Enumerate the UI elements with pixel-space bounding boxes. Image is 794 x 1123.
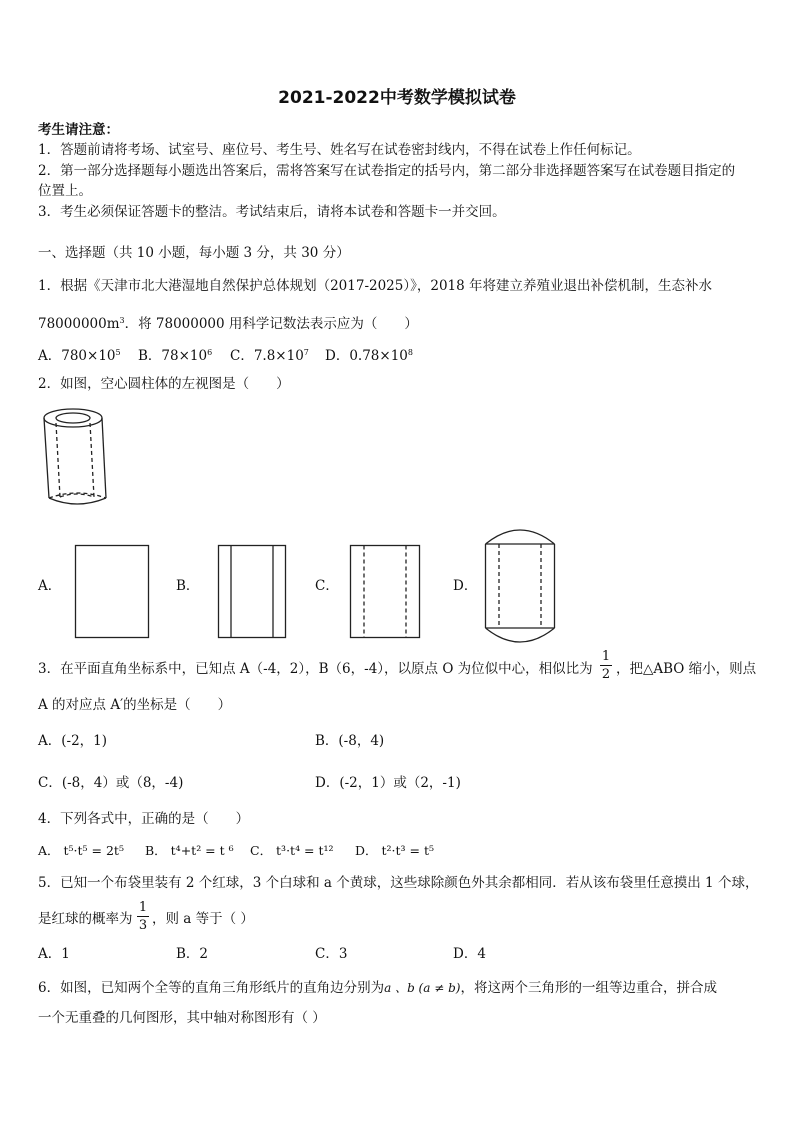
option-b: B． xyxy=(176,578,200,594)
question-2-stem: 2．如图，空心圆柱体的左视图是（ ） xyxy=(38,376,290,392)
notice-heading: 考生请注意： xyxy=(38,122,119,138)
notice-item: 位置上。 xyxy=(38,183,92,199)
option-a: A．(-2，1) xyxy=(38,733,108,749)
option-d: D．(-2，1）或（2，-1) xyxy=(315,775,461,791)
option-d: D． xyxy=(453,578,478,594)
option-d: D． t²·t³ = t⁵ xyxy=(355,843,434,858)
option-c: C．(-8，4）或（8，-4) xyxy=(38,775,184,791)
question-6-line1: 6．如图，已知两个全等的直角三角形纸片的直角边分别为a 、b (a ≠ b)，将这两个三角形的一组等边重合，拼合成 xyxy=(38,980,717,996)
question-1-line1: 1．根据《天津市北大港湿地自然保护总体规划（2017-2025）》，2018 年将建立养殖业退出补偿机制，生态补水 xyxy=(38,278,713,294)
notice-item: 1．答题前请将考场、试室号、座位号、考生号、姓名写在试卷密封线内，不得在试卷上作任何标记。 xyxy=(38,142,641,158)
section-heading: 一、选择题（共 10 小题，每小题 3 分，共 30 分） xyxy=(38,245,350,261)
option-b: B．2 xyxy=(176,946,209,962)
option-d: D．4 xyxy=(453,946,486,962)
option-a-figure xyxy=(75,545,150,640)
option-b: B． t⁴+t² = t ⁶ xyxy=(145,843,234,858)
question-5-line2-start: 是红球的概率为 xyxy=(38,911,133,927)
option-c: C． xyxy=(315,578,339,594)
option-a: A．$780\times 10^5$ xyxy=(38,348,121,364)
option-a: A． t⁵·t⁵ = 2t⁵ xyxy=(38,843,124,858)
option-c: C．3 xyxy=(315,946,348,962)
option-a: A．1 xyxy=(38,946,70,962)
option-c: C．$7.8\times 10^7$ xyxy=(230,348,309,364)
option-d: D．$0.78\times 10^8$ xyxy=(325,348,413,364)
question-3-line2: A 的对应点 A′的坐标是（ ） xyxy=(38,697,232,713)
hollow-cylinder-figure xyxy=(40,405,110,510)
question-5-line1: 5．已知一个布袋里装有 2 个红球，3 个白球和 a 个黄球，这些球除颜色外其余都相同．若从该布袋里任意摸出 1 个球， xyxy=(38,875,759,891)
question-3-line1-end: ，把△ABO 缩小，则点 xyxy=(616,661,757,677)
question-6-line2: 一个无重叠的几何图形，其中轴对称图形有（ ） xyxy=(38,1010,326,1026)
option-b: B．(-8，4) xyxy=(315,733,385,749)
page-title: 2021-2022中考数学模拟试卷 xyxy=(278,88,516,108)
question-5-line2-end: ，则 a 等于（ ） xyxy=(152,911,254,927)
option-a: A． xyxy=(38,578,62,594)
option-b-figure xyxy=(218,545,288,640)
question-3-line1-start: 3．在平面直角坐标系中，已知点 A（-4，2），B（6，-4），以原点 O 为位似中心，相似比为 xyxy=(38,661,593,677)
option-d-figure xyxy=(485,530,557,645)
notice-item: 3．考生必须保证答题卡的整洁。考试结束后，请将本试卷和答题卡一并交回。 xyxy=(38,204,506,220)
option-b: B．$78\times 10^6$ xyxy=(138,348,213,364)
question-1-line2: $78000000m^3$．将 78000000 用科学记数法表示应为（ ） xyxy=(38,316,418,332)
option-c: C． t³·t⁴ = t¹² xyxy=(250,843,334,858)
fraction-one-third: $\frac{1}{3}$ xyxy=(138,900,148,933)
question-4-stem: 4．下列各式中，正确的是（ ） xyxy=(38,811,250,827)
option-c-figure xyxy=(350,545,422,640)
fraction-one-half: $\frac{1}{2}$ xyxy=(601,649,611,682)
notice-item: 2．第一部分选择题每小题选出答案后，需将答案写在试卷指定的括号内，第二部分非选择题答案写在试卷题目指定的 xyxy=(38,163,736,179)
